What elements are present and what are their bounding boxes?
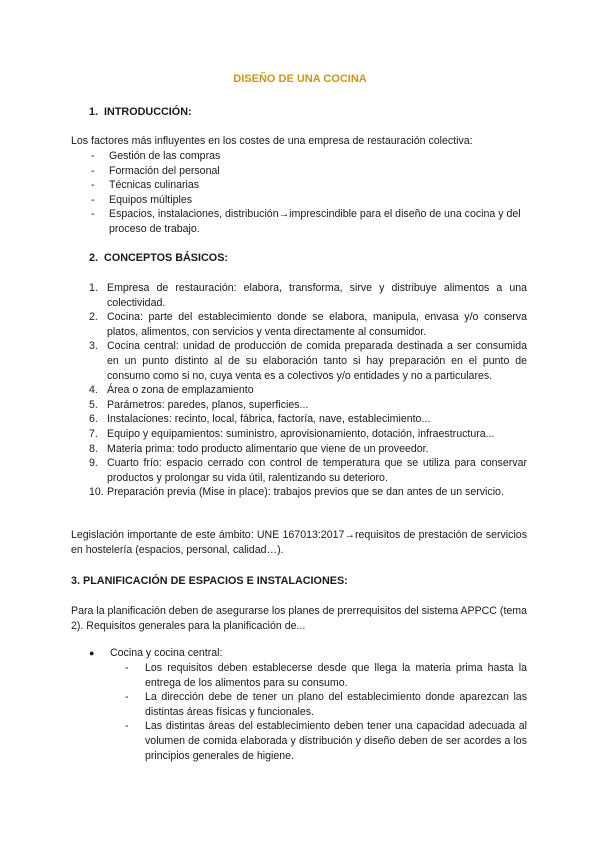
- list-item: 3. Cocina central: unidad de producción de comida preparada destinada a ser consumida en un punto distinto al de su elaboración tanto si hay preparación en el punto de consumo como si no, cuya venta es a colectivos y/o entidades y no a particulares.: [89, 340, 527, 382]
- list-dash: -: [91, 208, 95, 221]
- section3-intro: Para la planificación deben de asegurarse los planes de prerrequisitos del sistema APPCC (tema 2). Requisitos generales para la planificación de...: [71, 605, 527, 632]
- list-item: 10. Preparación previa (Mise in place): trabajos previos que se dan antes de un servicio.: [89, 486, 504, 499]
- list-dash: -: [91, 150, 95, 162]
- list-item: - Espacios, instalaciones, distribución→imprescindible para el diseño de una cocina y del proceso de trabajo.: [91, 208, 521, 235]
- section2-list: [89, 281, 527, 500]
- bullet-icon: ●: [89, 648, 95, 658]
- list-item: 4. Área o zona de emplazamiento: [89, 384, 254, 397]
- list-dash: -: [91, 179, 95, 192]
- section2-heading: [89, 251, 228, 266]
- list-dash: -: [91, 193, 95, 206]
- list-dash: -: [125, 662, 129, 674]
- list-item: 5. Parámetros: paredes, planos, superficies...: [89, 398, 309, 411]
- list-item: 2. Cocina: parte del establecimiento donde se elabora, manipula, envasa y/o conserva platos, alimentos, con servicios y venta directamente al consumidor.: [89, 311, 527, 338]
- list-item: - Gestión de las compras: [91, 150, 221, 162]
- section3-bullet-list: [89, 646, 527, 661]
- section1-heading-text: INTRODUCCIÓN:: [104, 106, 192, 118]
- list-item: - Formación del personal: [91, 164, 220, 177]
- list-item: 6. Instalaciones: recinto, local, fábrica, factoría, nave, establecimiento...: [89, 413, 431, 426]
- list-item: - Técnicas culinarias: [91, 179, 200, 192]
- list-item: - Equipos múltiples: [91, 193, 193, 206]
- section1-number: 1.: [89, 106, 99, 118]
- list-item: 9. Cuarto frío: espacio cerrado con control de temperatura que se utiliza para conservar productos y prolongar su vida útil, ralentizando su deterioro.: [89, 457, 527, 484]
- section3-heading: 3. PLANIFICACIÓN DE ESPACIOS E INSTALACIONES:: [71, 575, 348, 587]
- list-item: - Las distintas áreas del establecimiento deben tener una capacidad adecuada al volumen de comida elaborada y distribución y diseño deben de ser acordes a los principios generales de higiene.: [125, 720, 527, 762]
- list-item: ● Cocina y cocina central:: [89, 647, 223, 659]
- section2-heading-text: CONCEPTOS BÁSICOS:: [104, 252, 228, 264]
- list-dash: -: [91, 164, 95, 177]
- list-item: 7. Equipo y equipamientos: suministro, aprovisionamiento, dotación, infraestructura...: [89, 427, 495, 440]
- legislation-paragraph: Legislación importante de este ámbito: UNE 167013:2017→requisitos de prestación de servicios en hostelería (espacios, personal, calidad…).: [71, 529, 527, 556]
- list-dash: -: [125, 691, 129, 704]
- document-title: DISEÑO DE UNA COCINA: [233, 73, 367, 85]
- section2-number: 2.: [89, 252, 99, 264]
- section1-heading: [89, 105, 192, 120]
- list-item: 1. Empresa de restauración: elabora, transforma, sirve y distribuye alimentos a una colectividad.: [89, 282, 527, 309]
- section1-list: [91, 149, 527, 237]
- list-dash: -: [125, 720, 129, 733]
- list-item: 8. Materia prima: todo producto alimentario que viene de un proveedor.: [89, 442, 429, 455]
- list-item: - La dirección debe de tener un plano del establecimiento donde aparezcan las distintas áreas físicas y funcionales.: [125, 691, 527, 718]
- list-item: - Los requisitos deben establecerse desde que llega la materia prima hasta la entrega de los alimentos para su consumo.: [125, 662, 527, 689]
- section1-intro: Los factores más influyentes en los costes de una empresa de restauración colectiva:: [71, 135, 473, 147]
- section3-sub-list: [125, 661, 527, 763]
